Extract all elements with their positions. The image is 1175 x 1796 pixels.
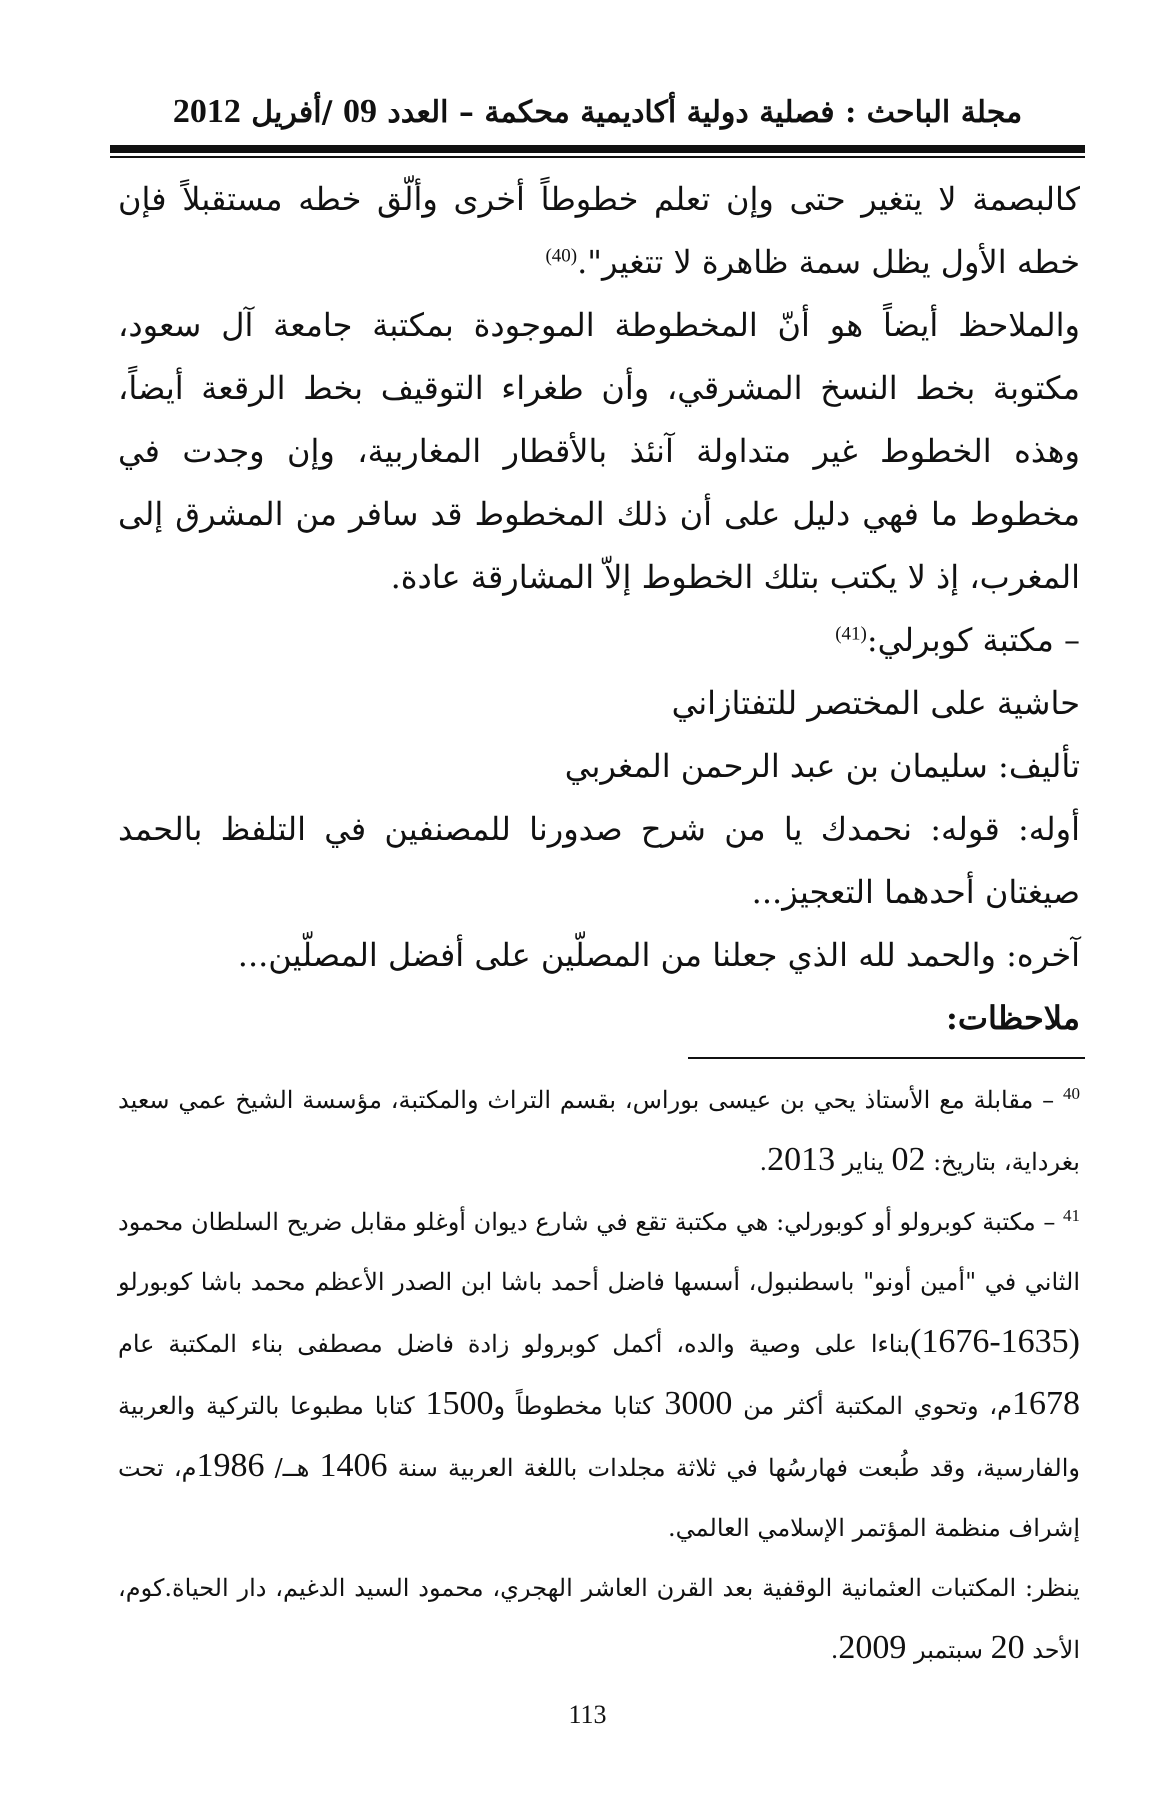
page-number: 113 [568, 1700, 607, 1729]
footnote-ref-40: (40) [545, 245, 578, 267]
main-text [118, 168, 1080, 1050]
footnote-number: 40 [1063, 1084, 1080, 1103]
footnote-40: $^{40}$ – مقابلة مع الأستاذ يحي بن عيسى بوراس، بقسم التراث والمكتبة، مؤسسة الشيخ عمي سعيد بغرداية، بتاريخ: 02 يناير 2013. [118, 1084, 1080, 1178]
header-title: مجلة الباحث : فصلية دولية أكاديمية محكمة – العدد [376, 95, 1023, 130]
footnote-reference: ينظر: المكتبات العثمانية الوقفية بعد القرن العاشر الهجري، محمود السيد الدغيم، دار الحياة.كوم، الأحد 20 سبتمبر 2009. [118, 1574, 1080, 1666]
header-issue: 09 [342, 93, 377, 130]
header-year: 2012 [172, 93, 241, 130]
footnote-number: 41 [1063, 1206, 1080, 1225]
header-rule-thin [110, 156, 1085, 158]
footnotes [118, 1070, 1080, 1680]
header-month: /أفريل [240, 95, 343, 130]
footnote-separator [688, 1057, 1085, 1059]
section-heading: – مكتبة كوبرلي:$^{(41)}$ [835, 621, 1080, 659]
footnote-41: $^{41}$ – مكتبة كوبرولو أو كوبورلي: هي مكتبة تقع في شارع ديوان أوغلو مقابل ضريح السلطان محمود الثاني في "أمين أونو" باسطنبول، أسسها فاضل أحمد باشا ابن الصدر الأعظم محمد باشا كوبورلو (1676-1635)بناءا على وصية والده، أكمل كوبرولو زادة فاضل مصطفى بناء المكتبة عام 1678م، وتحوي المكتبة أكثر من 3000 كتابا مخطوطاً و1500 كتابا مطبوعا بالتركية والعربية والفارسية، وقد طُبعت فهارسُها في ثلاثة مجلدات باللغة العربية سنة 1406 هــ/ 1986م، تحت إشراف منظمة المؤتمر الإسلامي العالمي. [118, 1206, 1081, 1542]
notes-heading: ملاحظات: [946, 999, 1080, 1037]
manuscript-title: حاشية على المختصر للتفتازاني [671, 684, 1080, 722]
header-rule-thick [110, 145, 1085, 153]
paragraph: والملاحظ أيضاً هو أنّ المخطوطة الموجودة بمكتبة جامعة آل سعود، مكتوبة بخط النسخ المشرقي، وأن طغراء التوقيف بخط الرقعة أيضاً، وهذه الخطوط غير متداولة آنئذ بالأقطار المغاربية، وإن وجدت في مخطوط ما فهي دليل على أن ذلك المخطوط قد سافر من المشرق إلى المغرب، إذ لا يكتب بتلك الخطوط إلاّ المشارقة عادة. [118, 306, 1080, 596]
paragraph: كالبصمة لا يتغير حتى وإن تعلم خطوطاً أخرى وألّق خطه مستقبلاً فإن خطه الأول يظل سمة ظاهرة لا تتغير".$^{(40)}$ [118, 180, 1081, 281]
manuscript-author: تأليف: سليمان بن عبد الرحمن المغربي [564, 747, 1080, 785]
running-header [110, 92, 1085, 133]
manuscript-incipit: أوله: قوله: نحمدك يا من شرح صدورنا للمصنفين في التلفظ بالحمد صيغتان أحدهما التعجيز... [118, 810, 1080, 911]
manuscript-explicit: آخره: والحمد لله الذي جعلنا من المصلّين على أفضل المصلّين... [237, 936, 1080, 974]
footnote-ref-41: (41) [835, 623, 867, 645]
